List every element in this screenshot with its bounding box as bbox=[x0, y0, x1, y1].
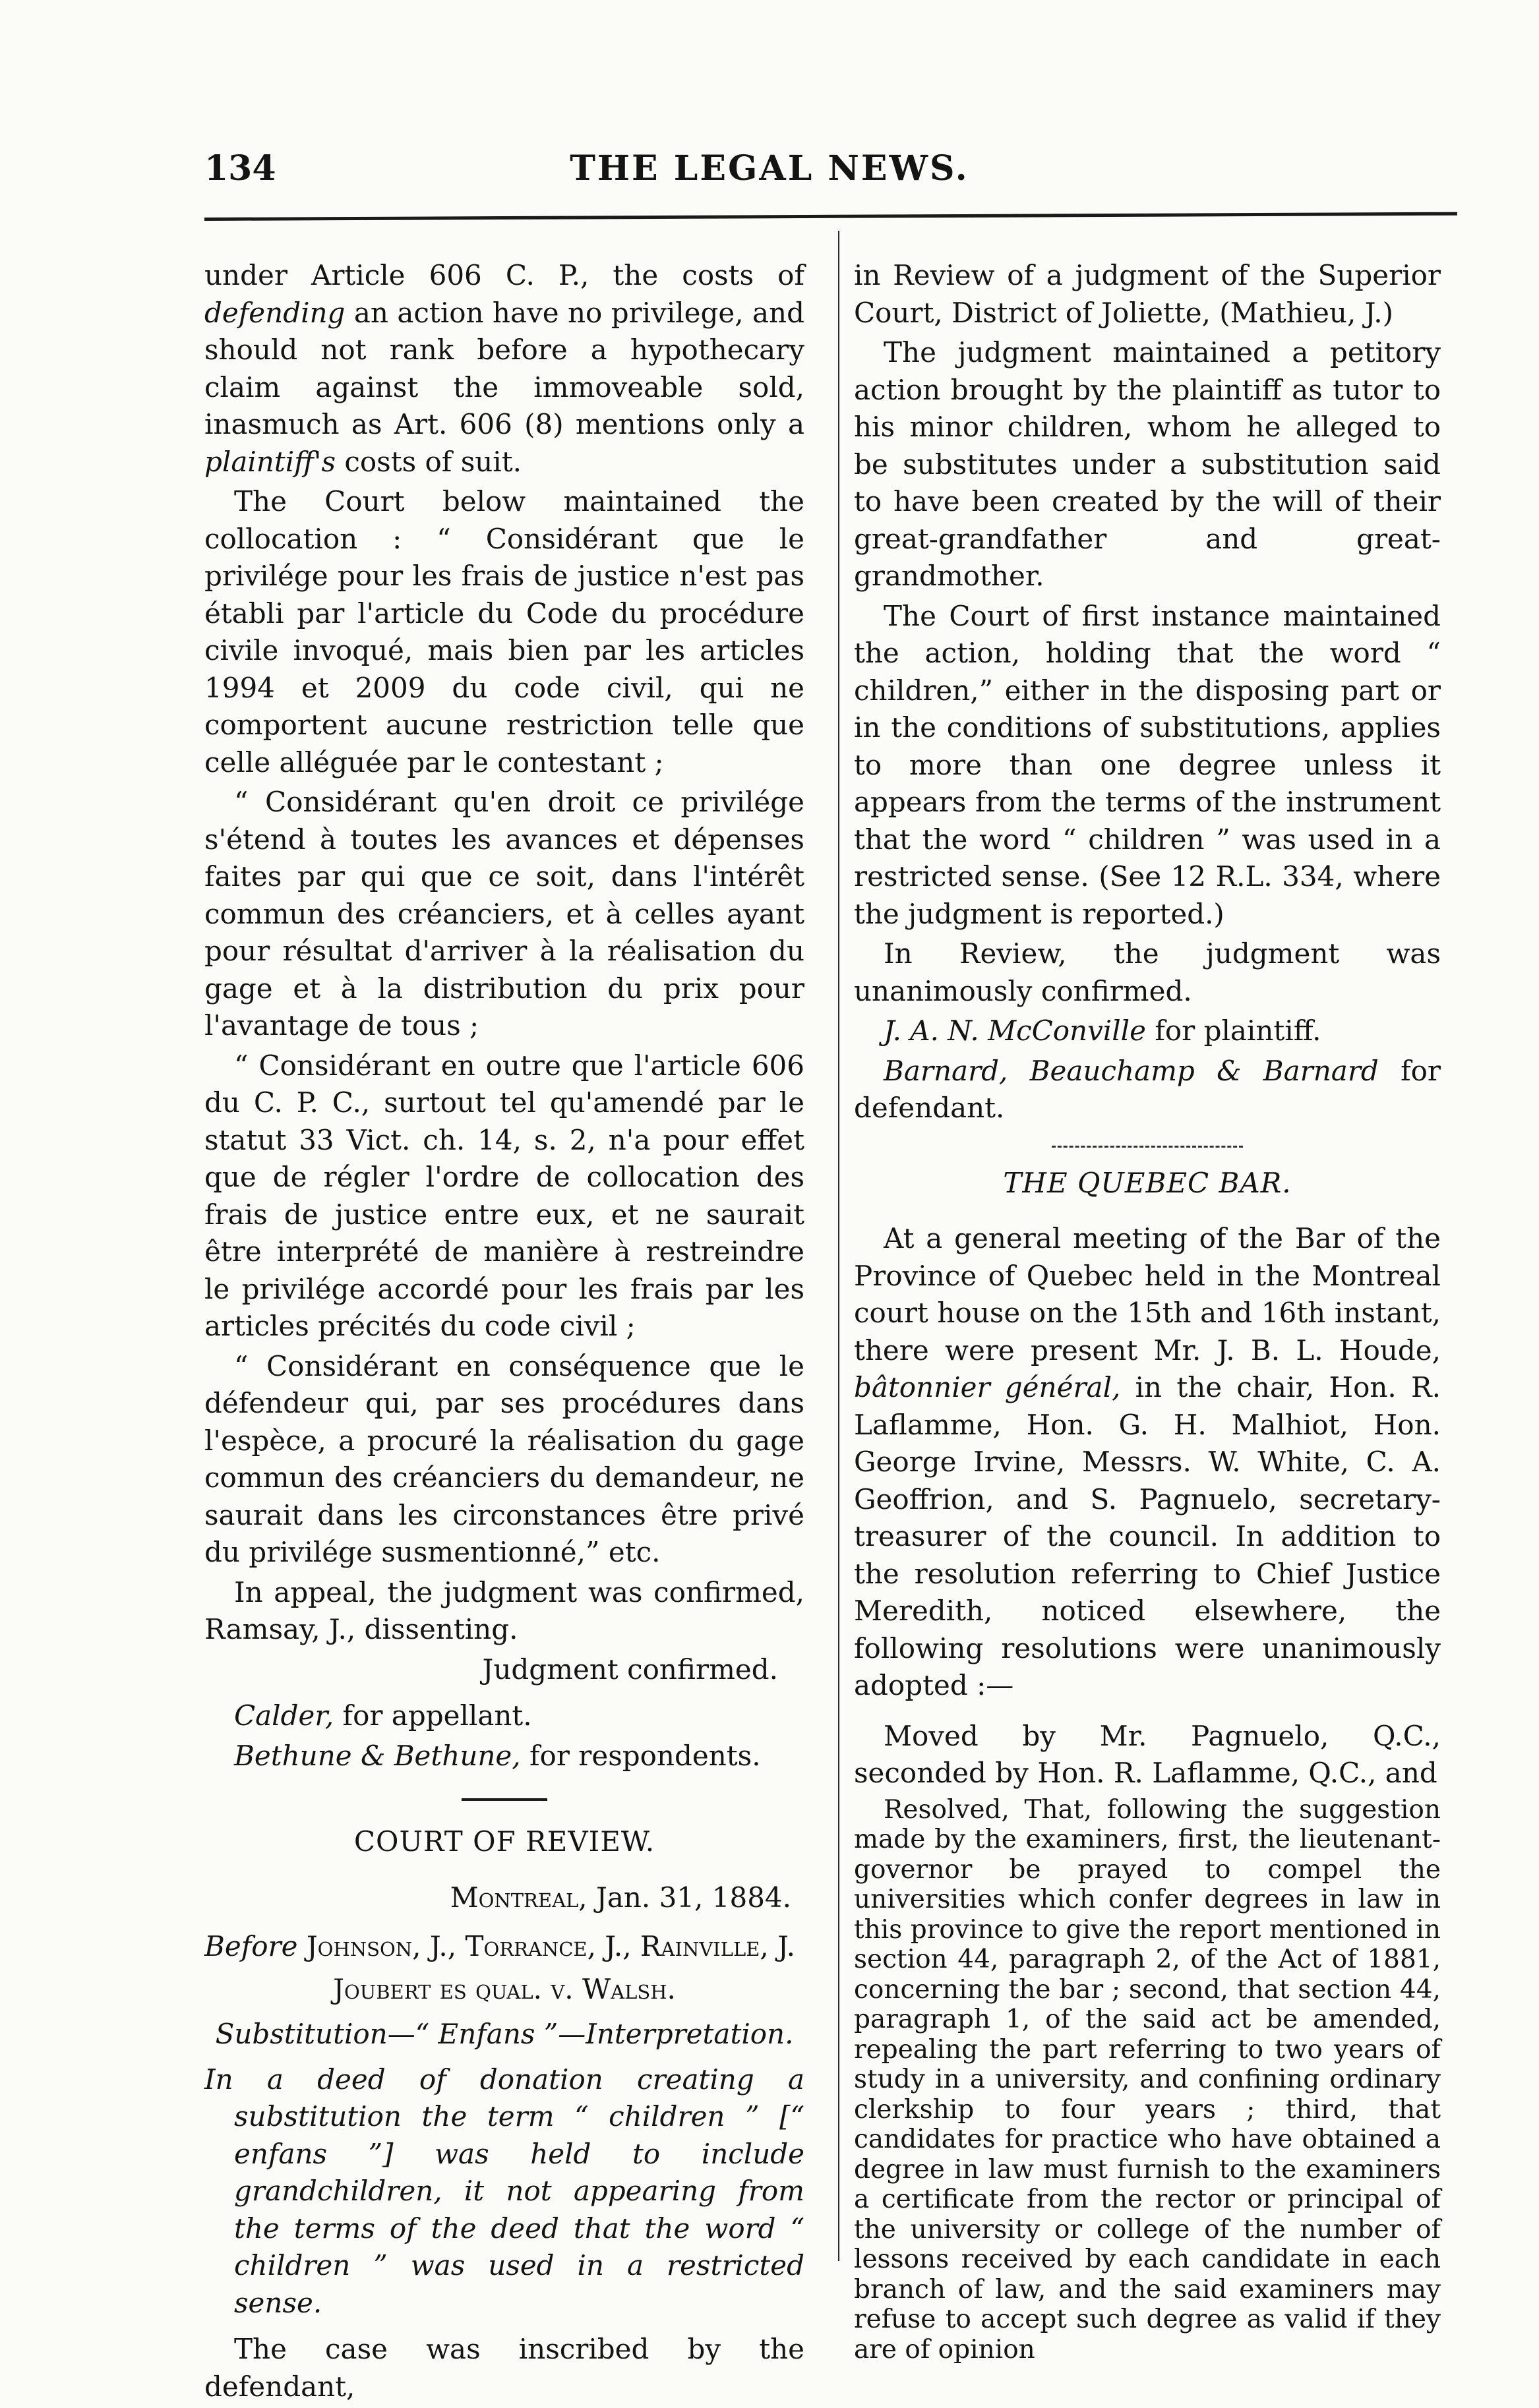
column-divider bbox=[838, 231, 839, 2261]
paragraph: “ Considérant en outre que l'article 606 du C. P. C., surtout tel qu'amendé par le statut 33 Vict. ch. 14, s. 2, n'a pour effet que de régler l'ordre de collocation des frais de justice entre eux, et ne saurait être interprété de manière à restreindre le privilége accordé pour les frais par les articles précités du code civil ; bbox=[204, 1049, 804, 1342]
case-subject: Substitution—“ Enfans ”—Interpretation. bbox=[215, 2018, 794, 2050]
paragraph: The case was inscribed by the defendant, bbox=[204, 2333, 804, 2403]
section-rule bbox=[462, 1798, 547, 1801]
counsel-line: Calder, for appellant. bbox=[234, 1699, 532, 1732]
section-rule bbox=[1052, 1146, 1243, 1148]
judges-line: Before Johnson, J., Torrance, J., Rainville, J. bbox=[204, 1930, 796, 1962]
dateline: Montreal, Jan. 31, 1884. bbox=[450, 1881, 791, 1914]
paragraph: The Court below maintained the collocation : “ Considérant que le privilége pour les frais de justice n'est pas établi par l'article du Code du procédure civile invoqué, mais bien par les articles 1994 et 2009 du code civil, qui ne comportent aucune restriction telle que celle alléguée par le contestant ; bbox=[204, 485, 804, 778]
header-rule bbox=[204, 212, 1457, 221]
paragraph: At a general meeting of the Bar of the Province of Quebec held in the Montreal court house on the 15th and 16th instant, there were present Mr. J. B. L. Houde, bâtonnier général, in the chair, Hon. R. Laflamme, Hon. G. H. Malhiot, Hon. George Irvine, Messrs. W. White, C. A. Geoffrion, and S. Pagnuelo, secretary-treasurer of the council. In addition to the resolution referring to Chief Justice Meredith, noticed elsewhere, the following resolutions were unanimously adopted :— bbox=[854, 1222, 1441, 1701]
paragraph: In appeal, the judgment was confirmed, Ramsay, J., dissenting. bbox=[204, 1575, 804, 1645]
page-header bbox=[0, 148, 1539, 201]
paragraph: The judgment maintained a petitory action brought by the plaintiff as tutor to his minor children, whom he alleged to be substitutes under a substitution said to have been created by the will of their great-grandfather and great-grandmother. bbox=[854, 336, 1441, 592]
paragraph: “ Considérant en conséquence que le défendeur qui, par ses procédures dans l'espèce, a procuré la réalisation du gage commun des créanciers du demandeur, ne saurait dans les circonstances être privé du privilége susmentionné,” etc. bbox=[204, 1349, 804, 1568]
paragraph: under Article 606 C. P., the costs of defending an action have no privilege, and should not rank before a hypothecary claim against the immoveable sold, inasmuch as Art. 606 (8) mentions only a plaintiff's costs of suit. bbox=[204, 259, 804, 478]
paragraph: In Review, the judgment was unanimously confirmed. bbox=[854, 937, 1441, 1007]
paragraph: The Court of first instance maintained the action, holding that the word “ children,” either in the disposing part or in the conditions of substitutions, applies to more than one degree unless it appears from the terms of the instrument that the word “ children ” was used in a restricted sense. (See 12 R.L. 334, where the judgment is reported.) bbox=[854, 599, 1441, 930]
resolution-paragraph: Resolved, That, following the suggestion made by the examiners, first, the lieutenant-governor be prayed to compel the universities which confer degrees in law in this province to give the report mentioned in section 44, paragraph 2, of the Act of 1881, concerning the bar ; second, that section 44, paragraph 1, of the said act be amended, repealing the part referring to two years of study in a university, and confining ordinary clerkship to four years ; third, that candidates for practice who have obtained a degree in law must furnish to the examiners a certificate from the rector or principal of the university or college of the number of lessons received by each candidate in each branch of law, and the said examiners may refuse to accept such degree as valid if they are of opinion bbox=[854, 1794, 1441, 2364]
case-name: Joubert es qual. v. Walsh. bbox=[333, 1972, 676, 2005]
counsel-line: Bethune & Bethune, for respondents. bbox=[234, 1739, 761, 1772]
page-number: 134 bbox=[204, 148, 276, 189]
counsel-line: J. A. N. McConville for plaintiff. bbox=[884, 1014, 1321, 1047]
judgment-line: Judgment confirmed. bbox=[482, 1653, 778, 1686]
counsel-line: Barnard, Beauchamp & Barnard for defendant. bbox=[854, 1054, 1441, 1124]
headnote: In a deed of donation creating a substitution the term “ children ” [“ enfans ”] was held to include grandchildren, it not appearing from the terms of the deed that the word “ children ” was used in a restricted sense. bbox=[204, 2063, 804, 2319]
paragraph: in Review of a judgment of the Superior Court, District of Joliette, (Mathieu, J.) bbox=[854, 259, 1441, 329]
left-column bbox=[204, 257, 804, 2408]
court-heading: COURT OF REVIEW. bbox=[353, 1825, 655, 1858]
running-title: THE LEGAL NEWS. bbox=[570, 148, 969, 189]
paragraph: “ Considérant qu'en droit ce privilége s'étend à toutes les avances et dépenses faites par qui que ce soit, dans l'intérêt commun des créanciers, et à celles ayant pour résultat d'arriver à la réalisation du gage et à la distribution du prix pour l'avantage de tous ; bbox=[204, 786, 804, 1042]
paragraph: Moved by Mr. Pagnuelo, Q.C., seconded by Hon. R. Laflamme, Q.C., and bbox=[854, 1719, 1441, 1789]
right-column bbox=[854, 257, 1441, 2367]
section-title: THE QUEBEC BAR. bbox=[1003, 1166, 1292, 1199]
